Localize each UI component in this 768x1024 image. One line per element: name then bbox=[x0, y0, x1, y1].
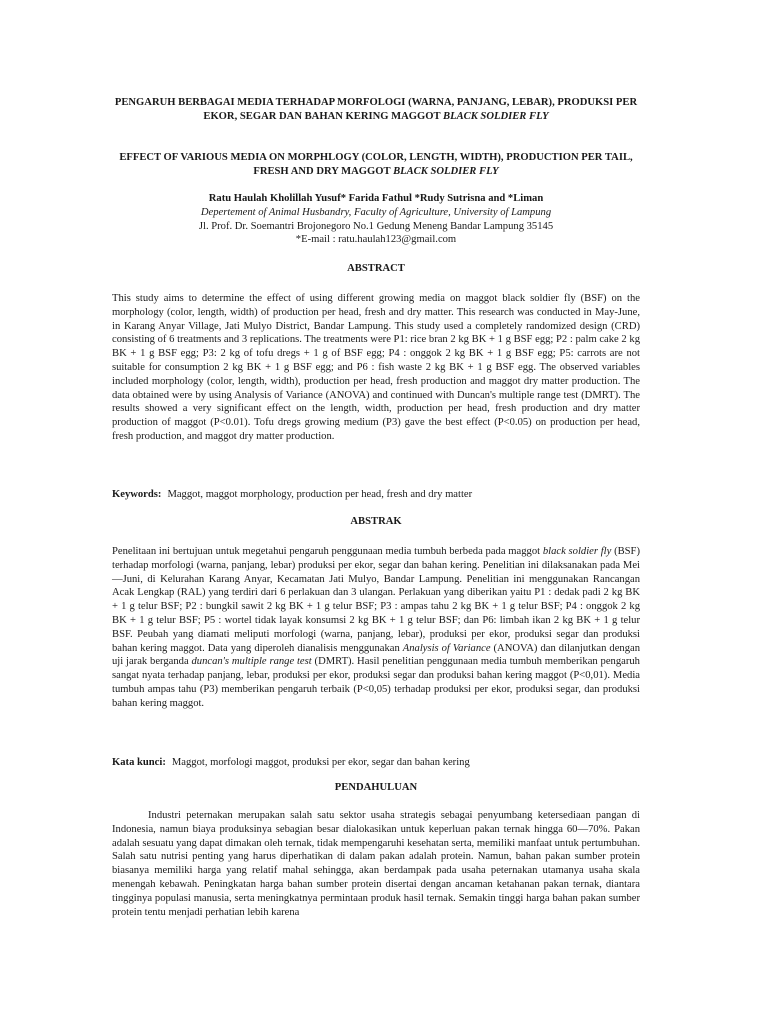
abstrak-body bbox=[112, 545, 640, 711]
abstrak-text-1: Penelitaan ini bertujuan untuk megetahui pengaruh penggunaan media tumbuh berbeda pada maggot bbox=[112, 546, 543, 557]
abstrak-italic-3: duncan's multiple range test bbox=[191, 656, 312, 668]
kata-kunci-text: Maggot, morfologi maggot, produksi per ekor, segar dan bahan kering bbox=[171, 757, 470, 768]
author-address: Jl. Prof. Dr. Soemantri Brojonegoro No.1 Gedung Meneng Bandar Lampung 35145 bbox=[198, 220, 554, 232]
abstrak-text-4: (DMRT). Hasil penelitian penggunaan media tumbuh memberikan pengaruh sangat nyata terhadap panjang, lebar, produksi per ekor, produksi segar dan produksi bahan kering maggot (P<0,01). Media tumbuh ampas tahu (P3) memberikan pengaruh terbaik (P<0,05) terhadap produksi per ekor, produksi segar, dan produksi bahan kering maggot. bbox=[112, 656, 640, 709]
abstrak-italic-2: Analysis of Variance bbox=[402, 642, 491, 654]
pendahuluan-heading: PENDAHULUAN bbox=[334, 782, 418, 793]
author-affiliation: Depertement of Animal Husbandry, Faculty of Agriculture, University of Lampung bbox=[200, 206, 552, 218]
title-en-text: EFFECT OF VARIOUS MEDIA ON MORPHLOGY (COLOR, LENGTH, WIDTH), PRODUCTION PER TAIL, FRESH AND DRY MAGGOT bbox=[119, 152, 633, 177]
author-names: Ratu Haulah Kholillah Yusuf* Farida Fathul *Rudy Sutrisna and *Liman bbox=[208, 193, 544, 204]
keywords-text: Maggot, maggot morphology, production per head, fresh and dry matter bbox=[167, 489, 473, 500]
author-block bbox=[112, 192, 640, 247]
kata-kunci-line bbox=[112, 756, 640, 770]
kata-kunci-label: Kata kunci: bbox=[112, 757, 166, 768]
abstrak-text-2: (BSF) terhadap morfologi (warna, panjang, lebar) produksi per ekor, segar dan bahan kering. Penelitian ini dilaksanakan pada Mei—Juni, di Kelurahan Karang Anyar, Kecamatan Jati Mulyo, Bandar Lampung. Penelitian ini menggunakan Rancangan Acak Lengkap (RAL) yang terdiri dari 6 perlakuan dan 3 ulangan. Perlakuan yang diberikan yaitu P1 : dedak padi 2 kg BK + 1 g telur BSF; P2 : bungkil sawit 2 kg BK + 1 g telur BSF; P3 : ampas tahu 2 kg BK + 1 g telur BSF; P4 : onggok 2 kg BK + 1 g telur BSF; P5 : wortel tidak layak konsumsi 2 kg BK + 1 g telur BSF; dan P6: limbah ikan 2 kg BK + 1 g telur BSF. Peubah yang diamati meliputi morfologi (warna, panjang, lebar), produksi per ekor, produksi segar dan produksi bahan kering maggot. Data yang diperoleh dianalisis menggunakan bbox=[112, 546, 640, 654]
abstrak-heading: ABSTRAK bbox=[350, 516, 402, 527]
title-id-italic: BLACK SOLDIER FLY bbox=[443, 110, 549, 122]
abstrak-italic-1: black soldier fly bbox=[542, 546, 612, 557]
keywords-label: Keywords: bbox=[112, 489, 162, 500]
paper-title-indonesian bbox=[112, 96, 640, 124]
title-en-italic: BLACK SOLDIER FLY bbox=[393, 165, 499, 177]
pendahuluan-body: Industri peternakan merupakan salah satu sektor usaha strategis sebagai penyumbang ketersediaan pangan di Indonesia, namun biaya produksinya sebagian besar dialokasikan untuk keperluan pakan ternak hingga 60—70%. Pakan adalah sesuatu yang dapat dimakan oleh ternak, tidak mempengaruhi kesehatan serta, memiliki manfaat untuk pertumbuhan. Salah satu nutrisi penting yang harus diperhatikan di dalam pakan adalah protein. Namun, bahan pakan sumber protein biasanya memiliki harga yang relatif mahal sehingga, akan berdampak pada usaha peternakan utamanya usaha skala menengah kebawah. Peningkatan harga bahan sumber protein disertai dengan ancaman ketahanan pakan ternak, diantara tingginya populasi manusia, serta meningkatnya permintaan produk hasil ternak. Semakin tinggi harga bahan pakan sumber protein tentu menjadi perhatian lebih karena bbox=[112, 810, 640, 918]
abstrak-text-3: (ANOVA) dan dilanjutkan dengan uji jarak berganda bbox=[112, 642, 640, 668]
abstract-heading: ABSTRACT bbox=[347, 263, 405, 274]
paper-title-english bbox=[112, 151, 640, 179]
abstract-body: This study aims to determine the effect of using different growing media on maggot black soldier fly (BSF) on the morphology (color, length, width) of production per head, fresh and dry matter. This research was conducted in May-June, in Karang Anyar Village, Jati Mulyo District, Bandar Lampung. This study used a completely randomized design (CRD) consisting of 6 treatments and 3 replications. The treatments were P1: rice bran 2 kg BK + 1 g BSF egg; P2 : palm cake 2 kg BK + 1 g BSF egg; P3: 2 kg of tofu dregs + 1 g of BSF egg; P4 : onggok 2 kg BK + 1 g BSF egg; P5: carrots are not suitable for consumption 2 kg BK + 1 g BSF egg; and P6 : fish waste 2 kg BK + 1 g BSF egg. The observed variables included morphology (color, length, width), production per head, fresh production and maggot dry matter production. The data obtained were by using Analysis of Variance (ANOVA) and continued with Duncan's multiple range test (DMRT). The results showed a very significant effect on the length, width, production per head, fresh production and dry matter production of maggot (P<0.01). Tofu dregs growing medium (P3) gave the best effect (P<0.05) on production per head, fresh production, and maggot dry matter production. bbox=[112, 293, 640, 442]
author-email: *E-mail : ratu.haulah123@gmail.com bbox=[295, 234, 457, 246]
title-id-text: PENGARUH BERBAGAI MEDIA TERHADAP MORFOLOGI (WARNA, PANJANG, LEBAR), PRODUKSI PER EKOR, SEGAR DAN BAHAN KERING MAGGOT bbox=[114, 97, 638, 122]
keywords-line bbox=[112, 488, 640, 502]
